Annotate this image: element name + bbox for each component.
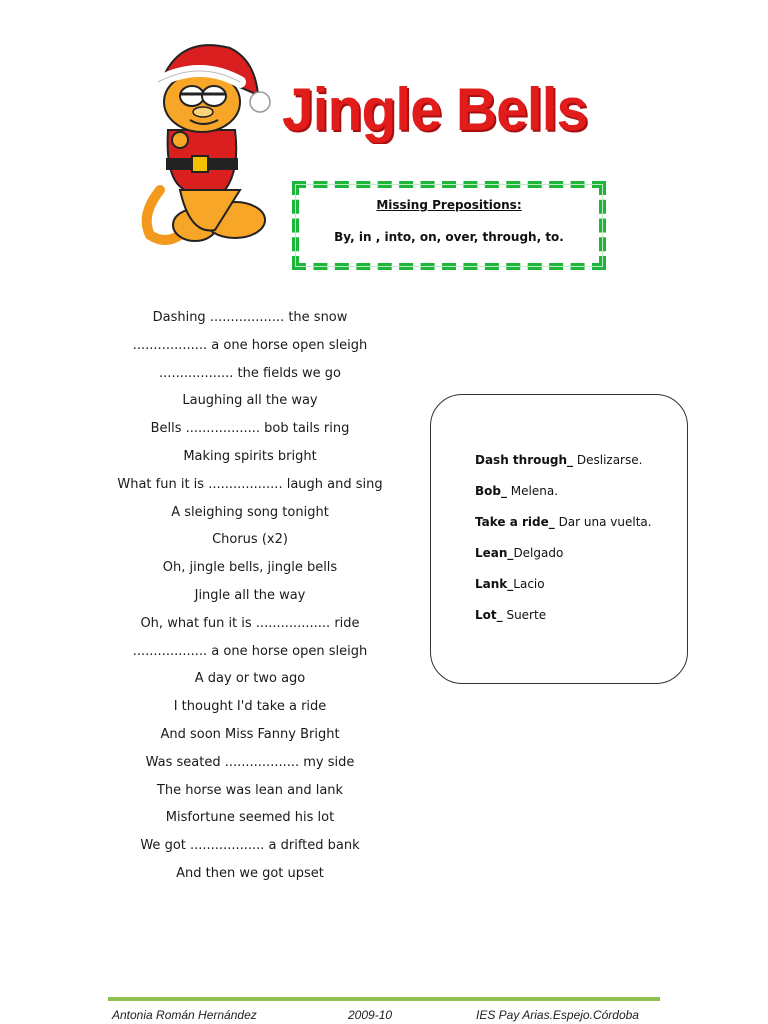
lyric-line: We got .................. a drifted bank: [140, 838, 360, 854]
vocabulary-meaning: Melena.: [506, 484, 559, 498]
prepositions-box: [292, 181, 606, 270]
lyric-line: Laughing all the way: [182, 393, 318, 409]
vocabulary-item: [475, 453, 652, 484]
vocabulary-item: [475, 577, 652, 608]
lyric-line: Jingle all the way: [194, 587, 306, 603]
prepositions-heading: Missing Prepositions:: [376, 198, 522, 212]
vocabulary-meaning: Dar una vuelta.: [554, 515, 652, 529]
lyric-line: And soon Miss Fanny Bright: [160, 726, 340, 742]
vocabulary-item: [475, 484, 652, 515]
vocabulary-box: [430, 394, 688, 684]
lyric-line: Dashing .................. the snow: [152, 310, 348, 325]
lyric-line: Oh, jingle bells, jingle bells: [162, 560, 338, 576]
footer-divider: [108, 997, 660, 1001]
garfield-santa-illustration: [140, 40, 280, 250]
vocabulary-item: [475, 608, 652, 639]
lyric-line: I thought I'd take a ride: [173, 699, 327, 715]
lyric-line: Chorus (x2): [212, 532, 288, 548]
lyric-line: .................. the fields we go: [159, 365, 341, 381]
vocabulary-term: Lot_: [475, 608, 503, 622]
lyric-line: Misfortune seemed his lot: [165, 810, 335, 826]
vocabulary-item: [475, 546, 652, 577]
lyric-line: Making spirits bright: [183, 448, 317, 464]
lyric-line: Bells .................. bob tails ring: [150, 421, 350, 437]
lyric-line: What fun it is .................. laugh and sing: [117, 476, 383, 492]
lyric-line: And then we got upset: [176, 865, 324, 881]
prepositions-list: By, in , into, on, over, through, to.: [334, 230, 564, 244]
vocabulary-term: Lean_: [475, 546, 514, 560]
footer-author: Antonia Román Hernández: [112, 1008, 257, 1022]
lyric-line: A sleighing song tonight: [171, 504, 329, 520]
footer-school: IES Pay Arias.Espejo.Córdoba: [476, 1008, 639, 1022]
vocabulary-term: Bob_: [475, 484, 507, 498]
lyric-line: The horse was lean and lank: [156, 782, 344, 798]
vocabulary-term: Take a ride_: [475, 515, 555, 529]
lyric-line: .................. a one horse open sleigh: [132, 337, 368, 353]
lyric-line: Oh, what fun it is .................. ride: [140, 615, 360, 631]
page-title: Jingle Bells: [282, 76, 588, 143]
lyric-line: Was seated .................. my side: [145, 754, 355, 770]
vocabulary-meaning: Suerte: [502, 608, 547, 622]
vocabulary-meaning: Delgado: [513, 546, 564, 560]
vocabulary-term: Lank_: [475, 577, 514, 591]
vocabulary-list: [475, 453, 652, 639]
vocabulary-item: [475, 515, 652, 546]
lyric-line: A day or two ago: [194, 671, 306, 687]
footer-year: 2009-10: [348, 1008, 393, 1022]
vocabulary-meaning: Lacio: [513, 577, 545, 591]
lyric-line: .................. a one horse open sleigh: [132, 643, 368, 659]
vocabulary-meaning: Deslizarse.: [573, 453, 643, 467]
vocabulary-term: Dash through_: [475, 453, 574, 467]
lyrics: [100, 304, 400, 888]
